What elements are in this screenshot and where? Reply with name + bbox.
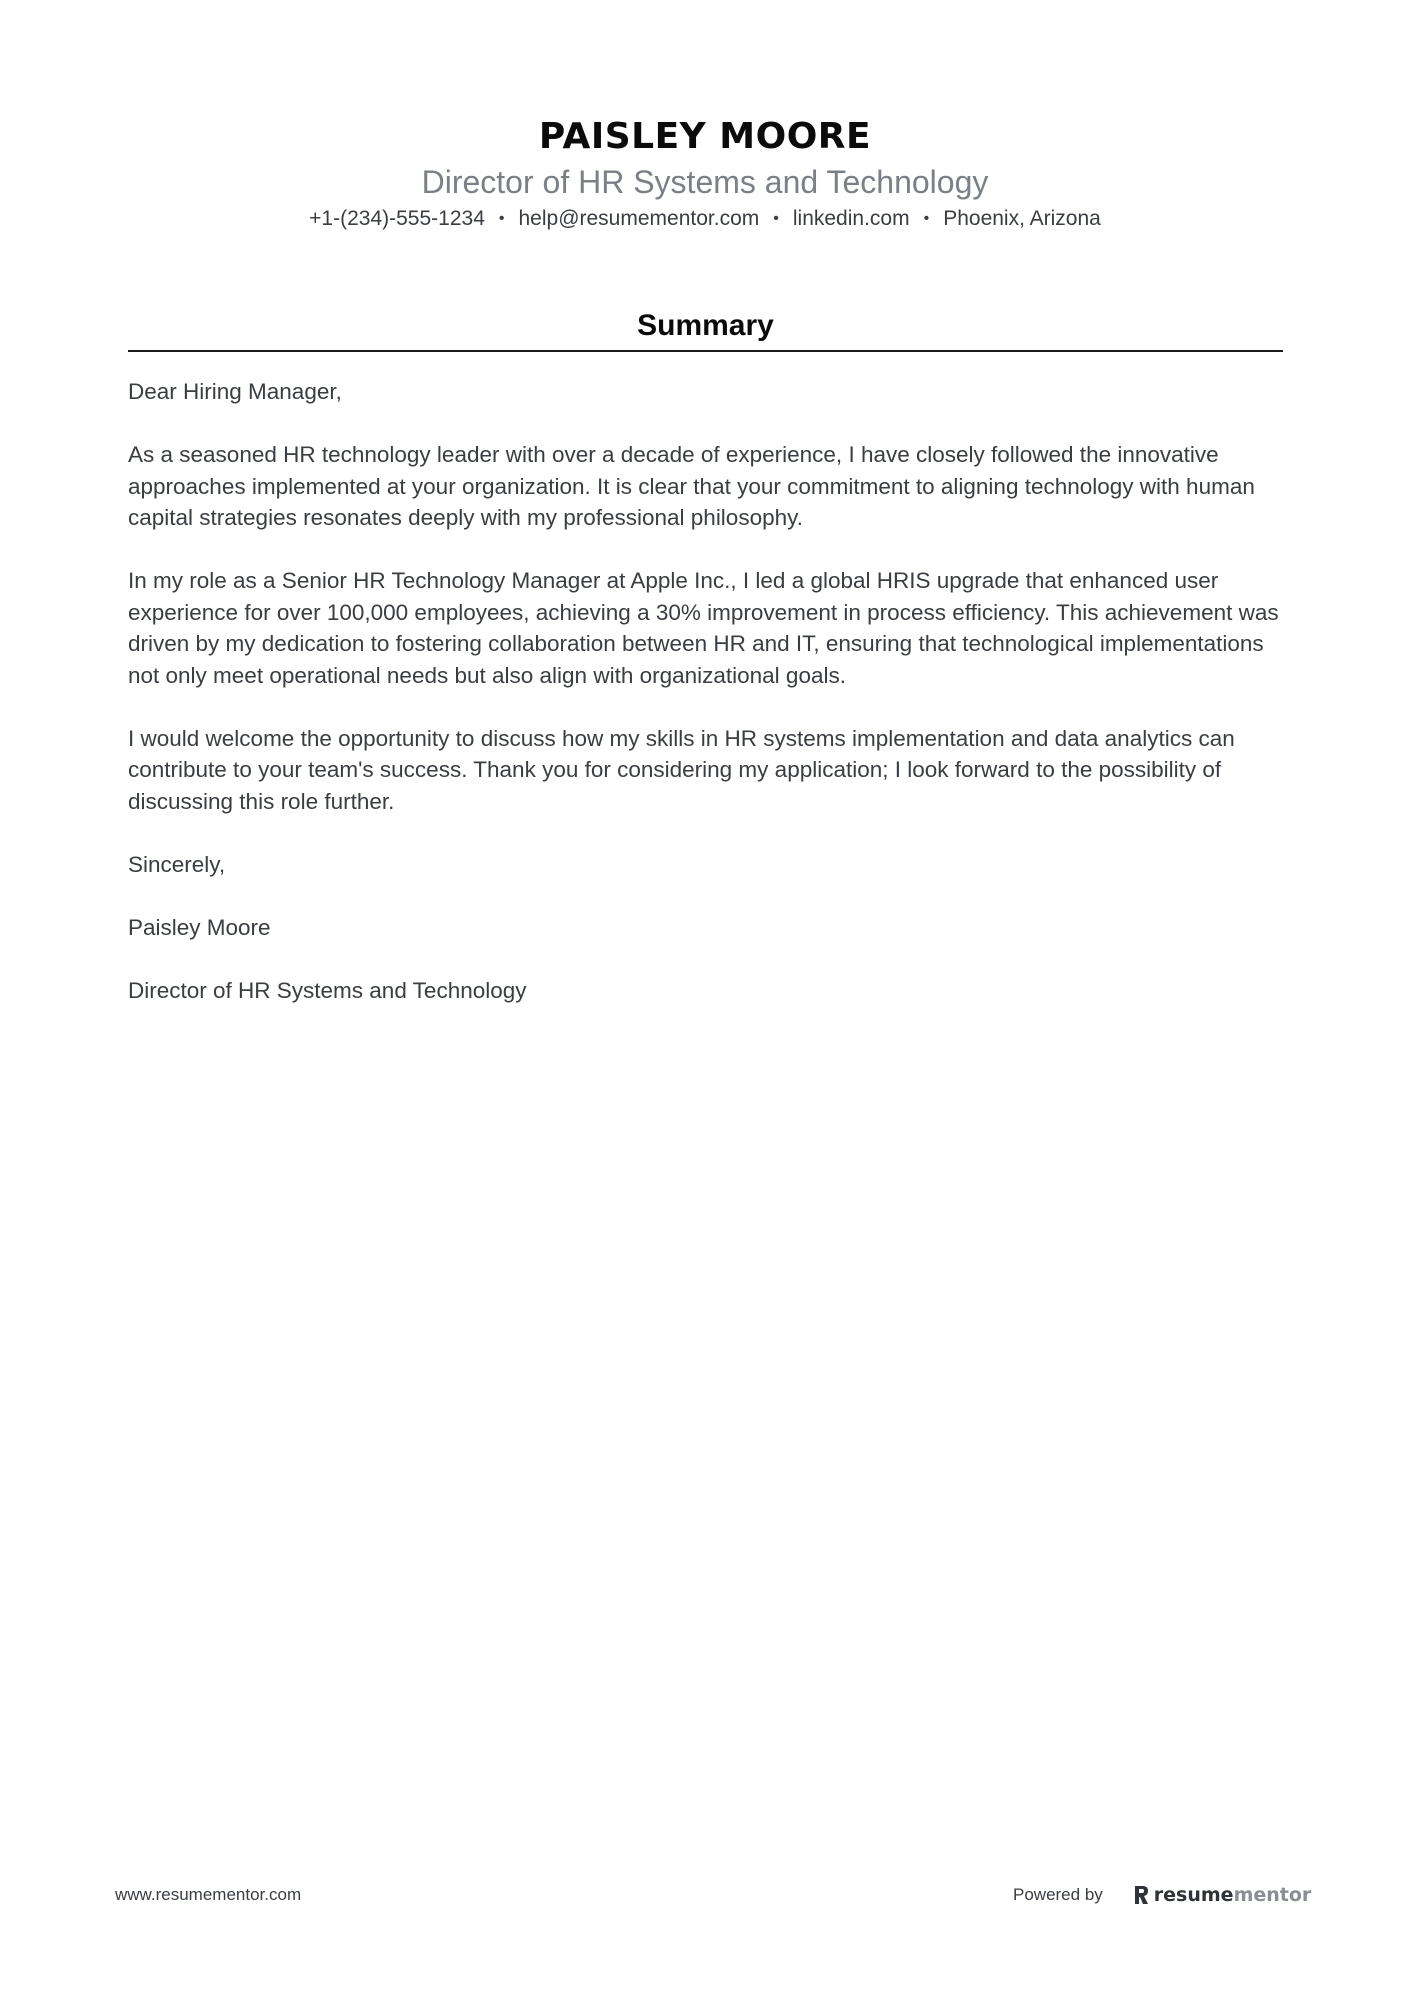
signature-title: Director of HR Systems and Technology (128, 977, 527, 1003)
signature-name: Paisley Moore (128, 914, 271, 940)
letter-paragraph: I would welcome the opportunity to discuss how my skills in HR systems implementation and data analytics can contribute to your team's success. Thank you for considering my application; I look forward to the possibility of discussing this role further. (128, 725, 1235, 814)
brand-name-bold: resume (1153, 1884, 1234, 1906)
powered-by-label: Powered by (1013, 1885, 1103, 1904)
letter-paragraph: As a seasoned HR technology leader with over a decade of experience, I have closely followed the innovative approaches implemented at your organization. It is clear that your commitment to aligning technology with human capital strategies resonates deeply with my professional philosophy. (128, 442, 1255, 530)
contact-linkedin[interactable]: linkedin.com (792, 207, 910, 230)
contact-phone: +1-(234)-555-1234 (309, 207, 485, 230)
contact-line (0, 202, 1410, 236)
contact-location: Phoenix, Arizona (943, 207, 1101, 230)
footer-website[interactable]: www.resumementor.com (115, 1885, 302, 1904)
section-divider (128, 350, 1283, 352)
brand-name-light: mentor (1233, 1884, 1312, 1906)
letter-body (128, 376, 1288, 1038)
job-title: Director of HR Systems and Technology (421, 164, 989, 200)
contact-email[interactable]: help@resumementor.com (518, 207, 760, 230)
contact-separator: • (923, 210, 930, 227)
contact-separator: • (773, 210, 779, 227)
letter-closing: Sincerely, (128, 851, 226, 877)
candidate-name: PAISLEY MOORE (538, 116, 872, 157)
contact-separator: • (498, 210, 505, 227)
letter-greeting: Dear Hiring Manager, (128, 379, 342, 404)
header (0, 112, 1410, 236)
letter-paragraph: In my role as a Senior HR Technology Manager at Apple Inc., I led a global HRIS upgrade that enhanced user experience for over 100,000 employees, achieving a 30% improvement in process efficiency. This achievement was driven by my dedication to fostering collaboration between HR and IT, ensuring that technological implementations not only meet operational needs but also align with organizational goals. (128, 568, 1279, 688)
footer-branding (1013, 1880, 1311, 1910)
section-title: Summary (637, 309, 774, 342)
resumementor-logo-icon (1133, 1885, 1149, 1905)
